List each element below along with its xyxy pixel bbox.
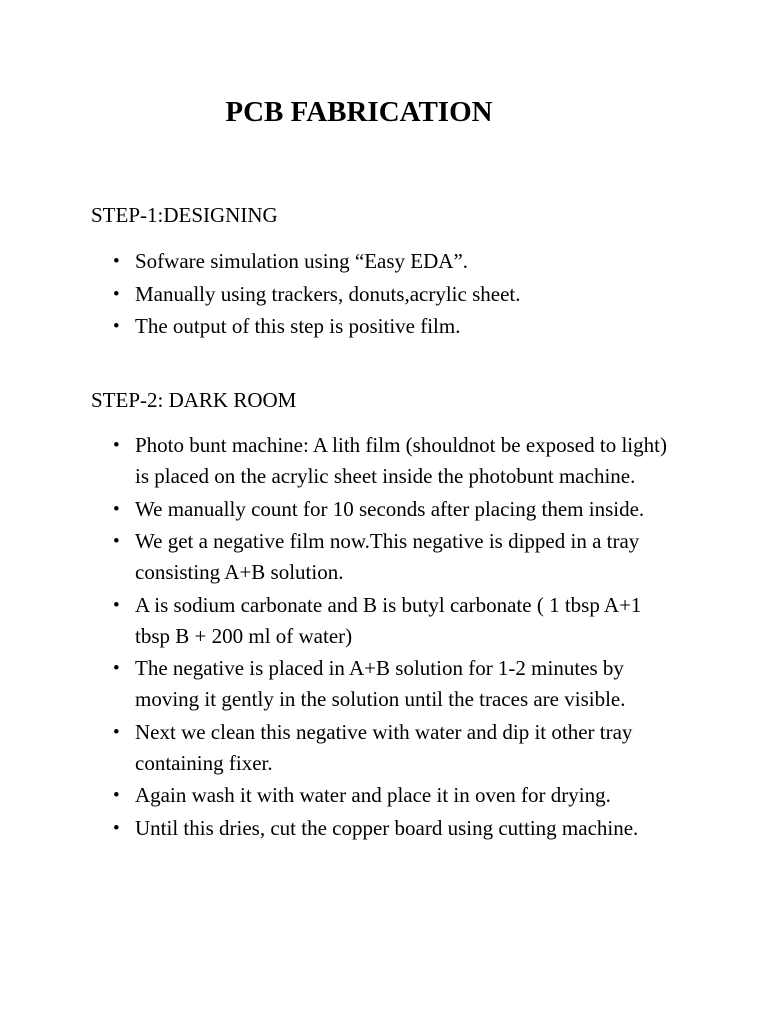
bullet-icon: •: [113, 283, 120, 305]
list-item: [0, 246, 680, 277]
list-item-text: Until this dries, cut the copper board using cutting machine.: [135, 815, 639, 840]
list-item-text: Manually using trackers, donuts,acrylic sheet.: [135, 281, 521, 306]
bullet-icon: •: [113, 785, 120, 806]
bullet-icon: •: [113, 498, 120, 520]
step-1-list: [0, 246, 680, 344]
bullet-icon: •: [113, 594, 120, 616]
bullet-icon: •: [113, 721, 120, 743]
list-item-text: A is sodium carbonate and B is butyl carbonate ( 1 tbsp A+1 tbsp B + 200 ml of water): [135, 592, 642, 648]
list-item: [0, 590, 680, 652]
list-item: [0, 311, 680, 342]
bullet-icon: •: [113, 817, 120, 839]
list-item-text: The negative is placed in A+B solution for 1-2 minutes by moving it gently in the solution until the traces are visible.: [135, 656, 626, 711]
step-2-heading: STEP-2: DARK ROOM: [91, 388, 297, 412]
list-item: [0, 780, 680, 811]
list-item: [0, 430, 680, 492]
bullet-icon: •: [113, 316, 120, 337]
list-item: [0, 279, 680, 310]
list-item-text: Sofware simulation using “Easy EDA”.: [135, 249, 469, 273]
bullet-icon: •: [113, 435, 120, 456]
list-item: [0, 813, 680, 844]
list-item-text: Photo bunt machine: A lith film (shouldnot be exposed to light) is placed on the acrylic sheet inside the photobunt machine.: [135, 433, 667, 488]
step-2-list: [0, 430, 680, 845]
list-item: [0, 526, 680, 588]
list-item-text: We manually count for 10 seconds after placing them inside.: [135, 496, 645, 521]
bullet-icon: •: [113, 251, 120, 272]
list-item: [0, 717, 680, 779]
bullet-icon: •: [113, 658, 120, 679]
list-item-text: Next we clean this negative with water and dip it other tray containing fixer.: [135, 719, 633, 775]
bullet-icon: •: [113, 531, 120, 552]
step-1-heading: STEP-1:DESIGNING: [91, 203, 278, 227]
list-item-text: The output of this step is positive film.: [135, 314, 461, 338]
list-item: [0, 494, 680, 525]
list-item-text: We get a negative film now.This negative is dipped in a tray consisting A+B solution.: [135, 529, 640, 584]
list-item-text: Again wash it with water and place it in oven for drying.: [135, 783, 611, 807]
page-title: PCB FABRICATION: [225, 96, 493, 128]
list-item: [0, 653, 680, 715]
